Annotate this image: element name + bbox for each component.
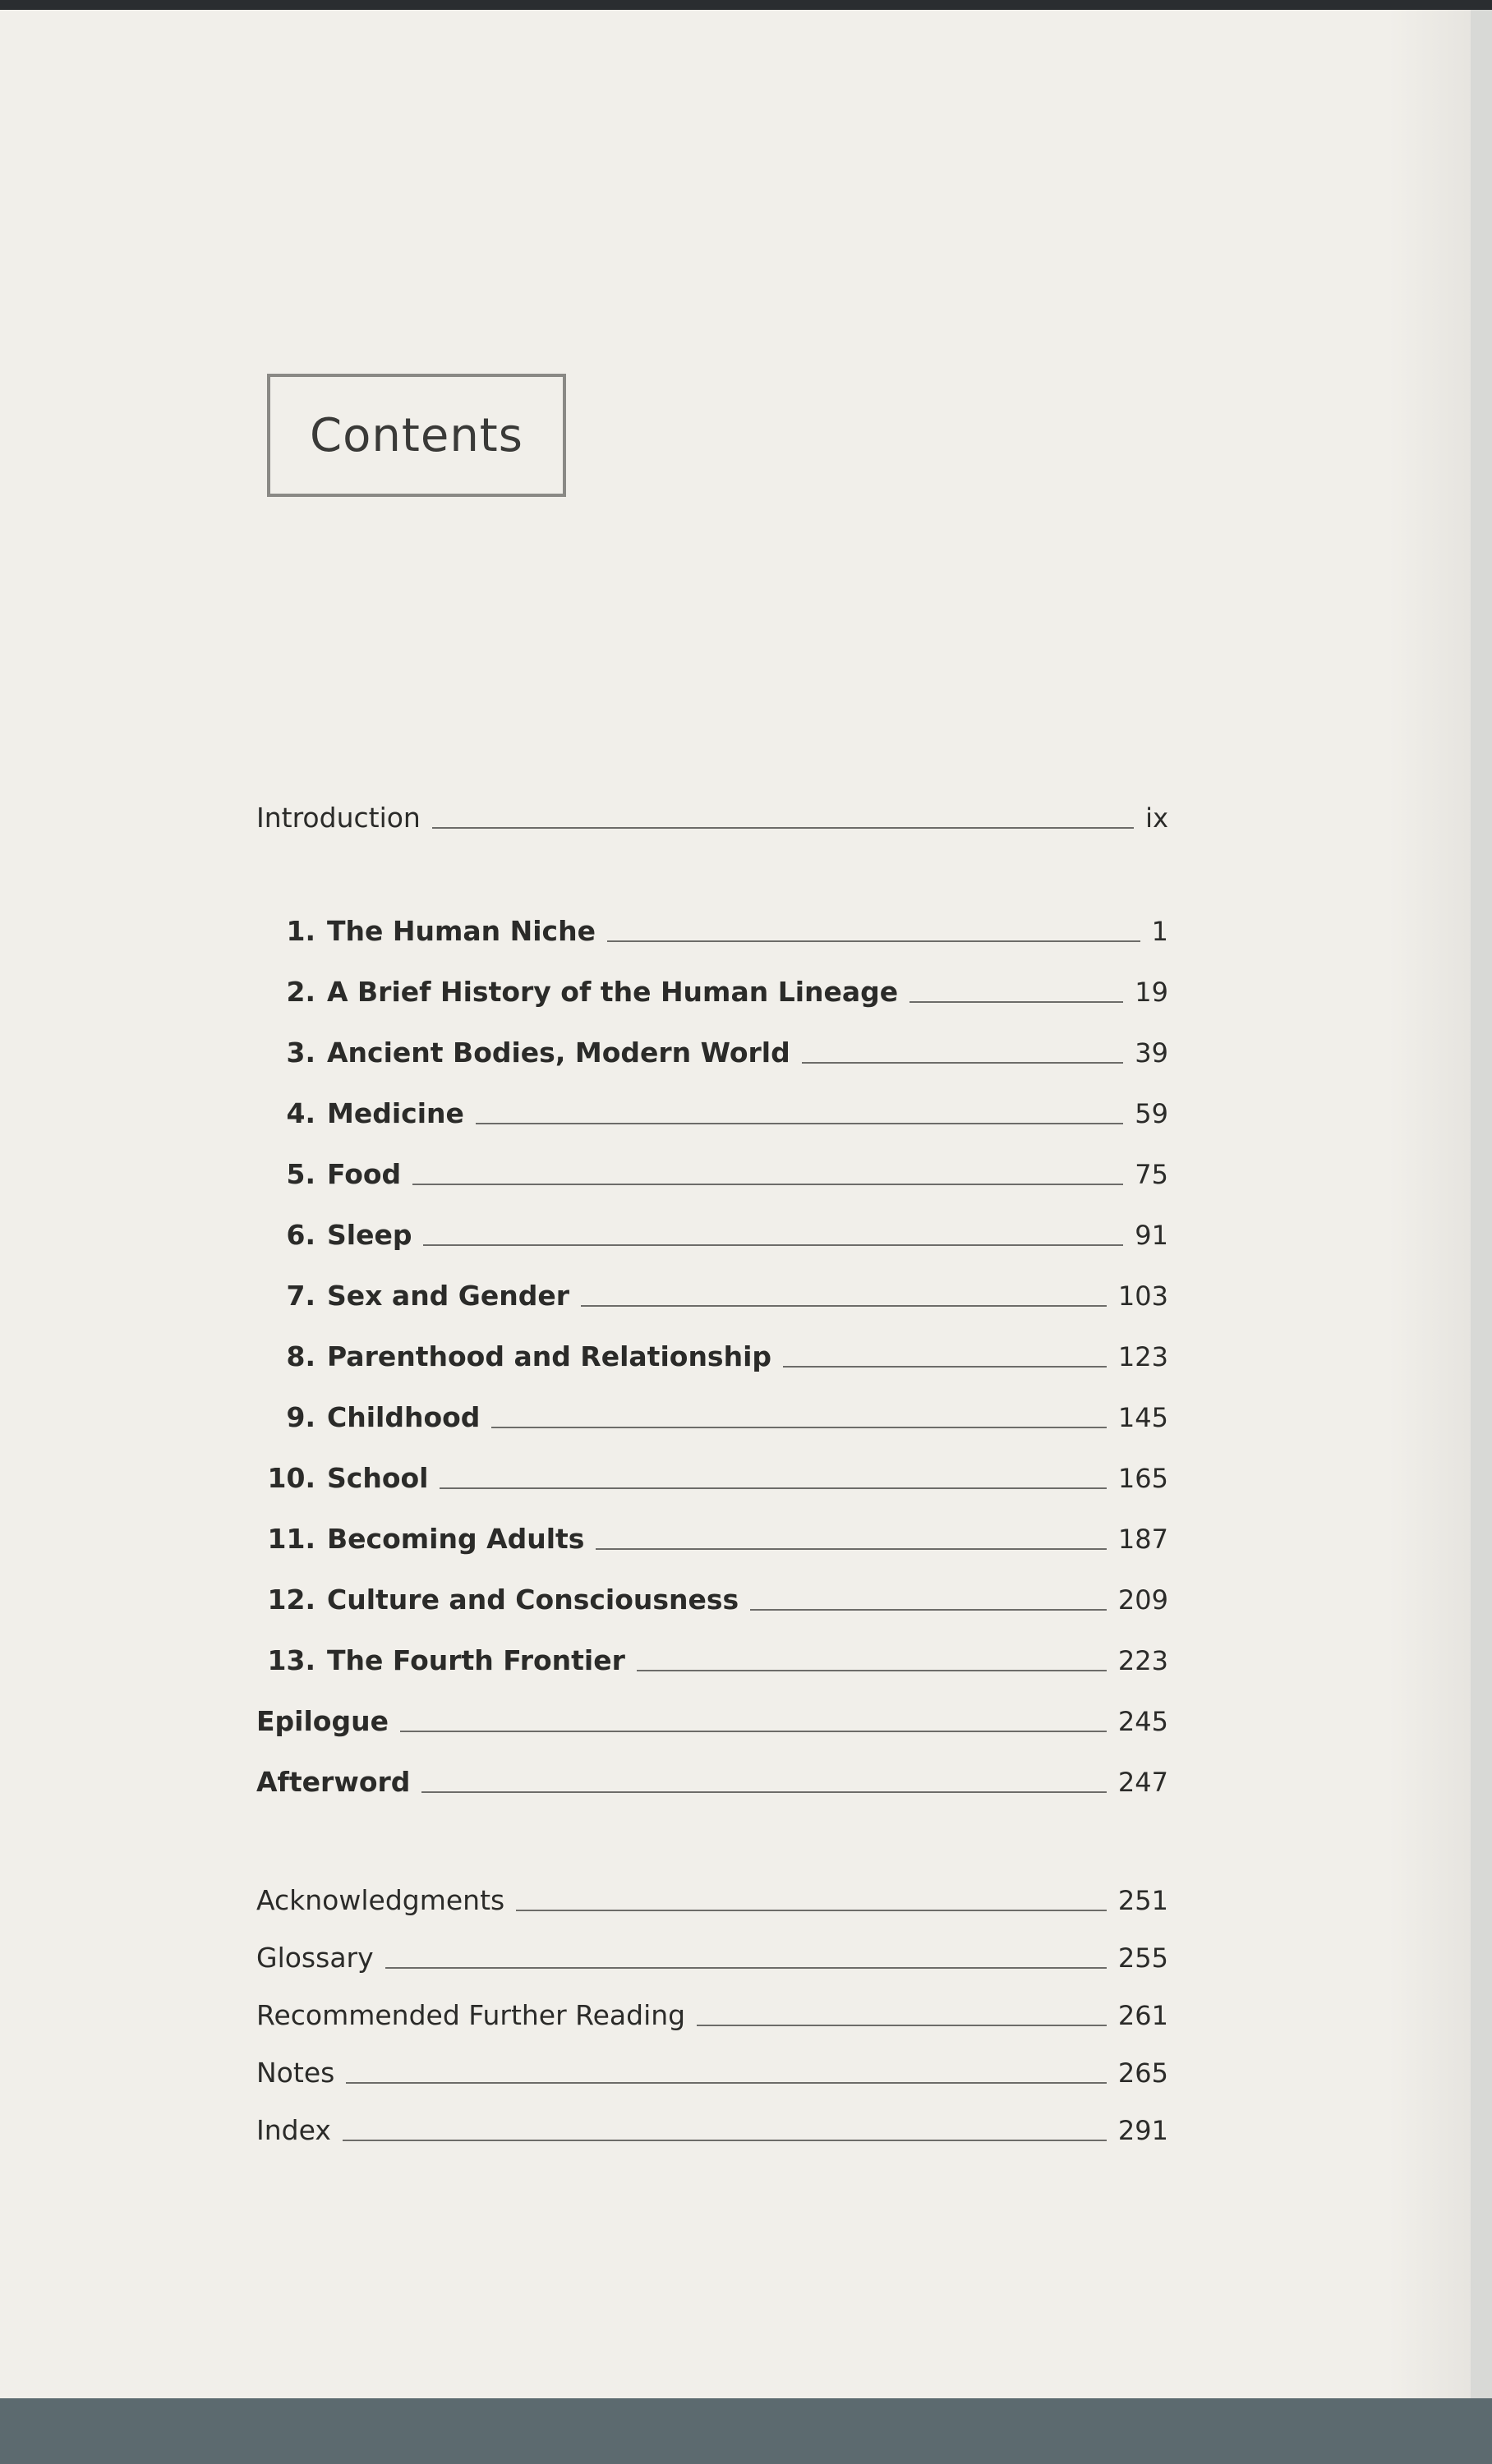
toc-leader: [783, 1366, 1107, 1368]
toc-page: 75: [1135, 1159, 1168, 1190]
toc-entry-chapter-7[interactable]: [256, 1280, 1168, 1329]
toc-number: 8.: [286, 1340, 315, 1372]
toc-label: The Fourth Frontier: [327, 1644, 625, 1676]
toc-entry-further-reading[interactable]: [256, 1999, 1168, 2048]
toc-label: Childhood: [327, 1401, 481, 1433]
toc-entry-chapter-2[interactable]: [256, 976, 1168, 1025]
toc-number: 10.: [267, 1462, 315, 1494]
toc-number: 12.: [267, 1584, 315, 1616]
toc-label: Culture and Consciousness: [327, 1584, 739, 1616]
toc-label: Parenthood and Relationship: [327, 1340, 772, 1372]
toc-entry-chapter-5[interactable]: [256, 1158, 1168, 1207]
toc-label: Ancient Bodies, Modern World: [327, 1037, 790, 1069]
toc-page: 209: [1117, 1584, 1168, 1616]
toc-leader: [385, 1967, 1107, 1969]
toc-leader: [750, 1609, 1107, 1611]
toc-number: 1.: [286, 915, 315, 947]
toc-label: Acknowledgments: [256, 1884, 505, 1916]
toc-page: 255: [1117, 1942, 1168, 1974]
toc-label: Becoming Adults: [327, 1523, 585, 1555]
page-shadow: [1388, 10, 1471, 2398]
toc-leader: [581, 1305, 1107, 1307]
toc-leader: [346, 2082, 1107, 2084]
toc-page: 223: [1117, 1645, 1168, 1676]
toc-number: 5.: [286, 1158, 315, 1190]
toc-label: Epilogue: [256, 1705, 389, 1737]
toc-page: 103: [1117, 1280, 1168, 1312]
toc-page: 123: [1117, 1341, 1168, 1372]
toc-label: The Human Niche: [327, 915, 596, 947]
toc-entry-chapter-1[interactable]: [256, 915, 1168, 964]
toc-leader: [476, 1123, 1123, 1124]
toc-page: 165: [1117, 1463, 1168, 1494]
toc-entry-acknowledgments[interactable]: [256, 1884, 1168, 1933]
toc-entry-epilogue[interactable]: [256, 1705, 1168, 1754]
toc-page: ix: [1145, 802, 1168, 834]
toc-entry-index[interactable]: [256, 2114, 1168, 2163]
toc-entry-chapter-6[interactable]: [256, 1219, 1168, 1268]
toc-label: Notes: [256, 2057, 335, 2089]
toc-leader: [440, 1487, 1106, 1489]
toc-leader: [343, 2140, 1107, 2141]
toc-leader: [400, 1731, 1107, 1732]
toc-leader: [491, 1427, 1107, 1428]
toc-label: Food: [327, 1158, 402, 1190]
toc-number: 6.: [286, 1219, 315, 1251]
toc-entry-chapter-9[interactable]: [256, 1401, 1168, 1450]
toc-page: 187: [1117, 1524, 1168, 1555]
toc-leader: [423, 1244, 1123, 1246]
toc-leader: [432, 827, 1134, 829]
toc-leader: [802, 1062, 1124, 1064]
toc-entry-chapter-8[interactable]: [256, 1340, 1168, 1390]
toc-entry-afterword[interactable]: [256, 1766, 1168, 1815]
toc-page: 291: [1117, 2115, 1168, 2146]
toc-label: Recommended Further Reading: [256, 1999, 686, 2031]
toc-page: 265: [1117, 2057, 1168, 2089]
toc-leader: [697, 2025, 1107, 2026]
toc-label: School: [327, 1462, 429, 1494]
toc-page: 59: [1135, 1098, 1168, 1129]
toc-label: Sleep: [327, 1219, 412, 1251]
toc-leader: [421, 1791, 1107, 1793]
toc-page: 245: [1117, 1706, 1168, 1737]
toc-number: 11.: [267, 1523, 315, 1555]
toc-entry-notes[interactable]: [256, 2057, 1168, 2106]
toc-number: 7.: [286, 1280, 315, 1312]
toc-label: Afterword: [256, 1766, 411, 1798]
toc-page: 39: [1135, 1037, 1168, 1069]
toc-number: 13.: [267, 1644, 315, 1676]
toc-leader: [909, 1001, 1123, 1003]
toc-number: 2.: [286, 976, 315, 1008]
toc-entry-glossary[interactable]: [256, 1942, 1168, 1991]
toc-page: 145: [1117, 1402, 1168, 1433]
toc-page: 19: [1135, 977, 1168, 1008]
toc-leader: [607, 940, 1140, 942]
toc-page: 251: [1117, 1885, 1168, 1916]
toc-entry-chapter-12[interactable]: [256, 1584, 1168, 1633]
toc-label: Index: [256, 2114, 331, 2146]
toc-entry-chapter-10[interactable]: [256, 1462, 1168, 1511]
toc-number: 9.: [286, 1401, 315, 1433]
toc-entry-chapter-3[interactable]: [256, 1037, 1168, 1086]
toc-leader: [637, 1670, 1107, 1671]
toc-leader: [412, 1184, 1123, 1185]
toc-page: 261: [1117, 2000, 1168, 2031]
toc-leader: [596, 1548, 1106, 1550]
toc-entry-chapter-11[interactable]: [256, 1523, 1168, 1572]
contents-title-box: [267, 374, 566, 497]
background-surface: [0, 2398, 1492, 2464]
page-title: Contents: [310, 408, 523, 462]
toc-entry-chapter-4[interactable]: [256, 1097, 1168, 1147]
toc-entry-introduction[interactable]: [256, 802, 1168, 851]
toc-leader: [516, 1910, 1107, 1911]
toc-label: Glossary: [256, 1942, 374, 1974]
toc-page: 247: [1117, 1767, 1168, 1798]
toc-entry-chapter-13[interactable]: [256, 1644, 1168, 1694]
toc-page: 91: [1135, 1220, 1168, 1251]
toc-page: 1: [1151, 916, 1168, 947]
toc-label: A Brief History of the Human Lineage: [327, 976, 899, 1008]
toc-label: Sex and Gender: [327, 1280, 570, 1312]
book-page: [0, 10, 1471, 2398]
top-edge: [0, 0, 1492, 10]
toc-label: Introduction: [256, 802, 421, 834]
toc-number: 3.: [286, 1037, 315, 1069]
toc-number: 4.: [286, 1097, 315, 1129]
toc-label: Medicine: [327, 1097, 464, 1129]
